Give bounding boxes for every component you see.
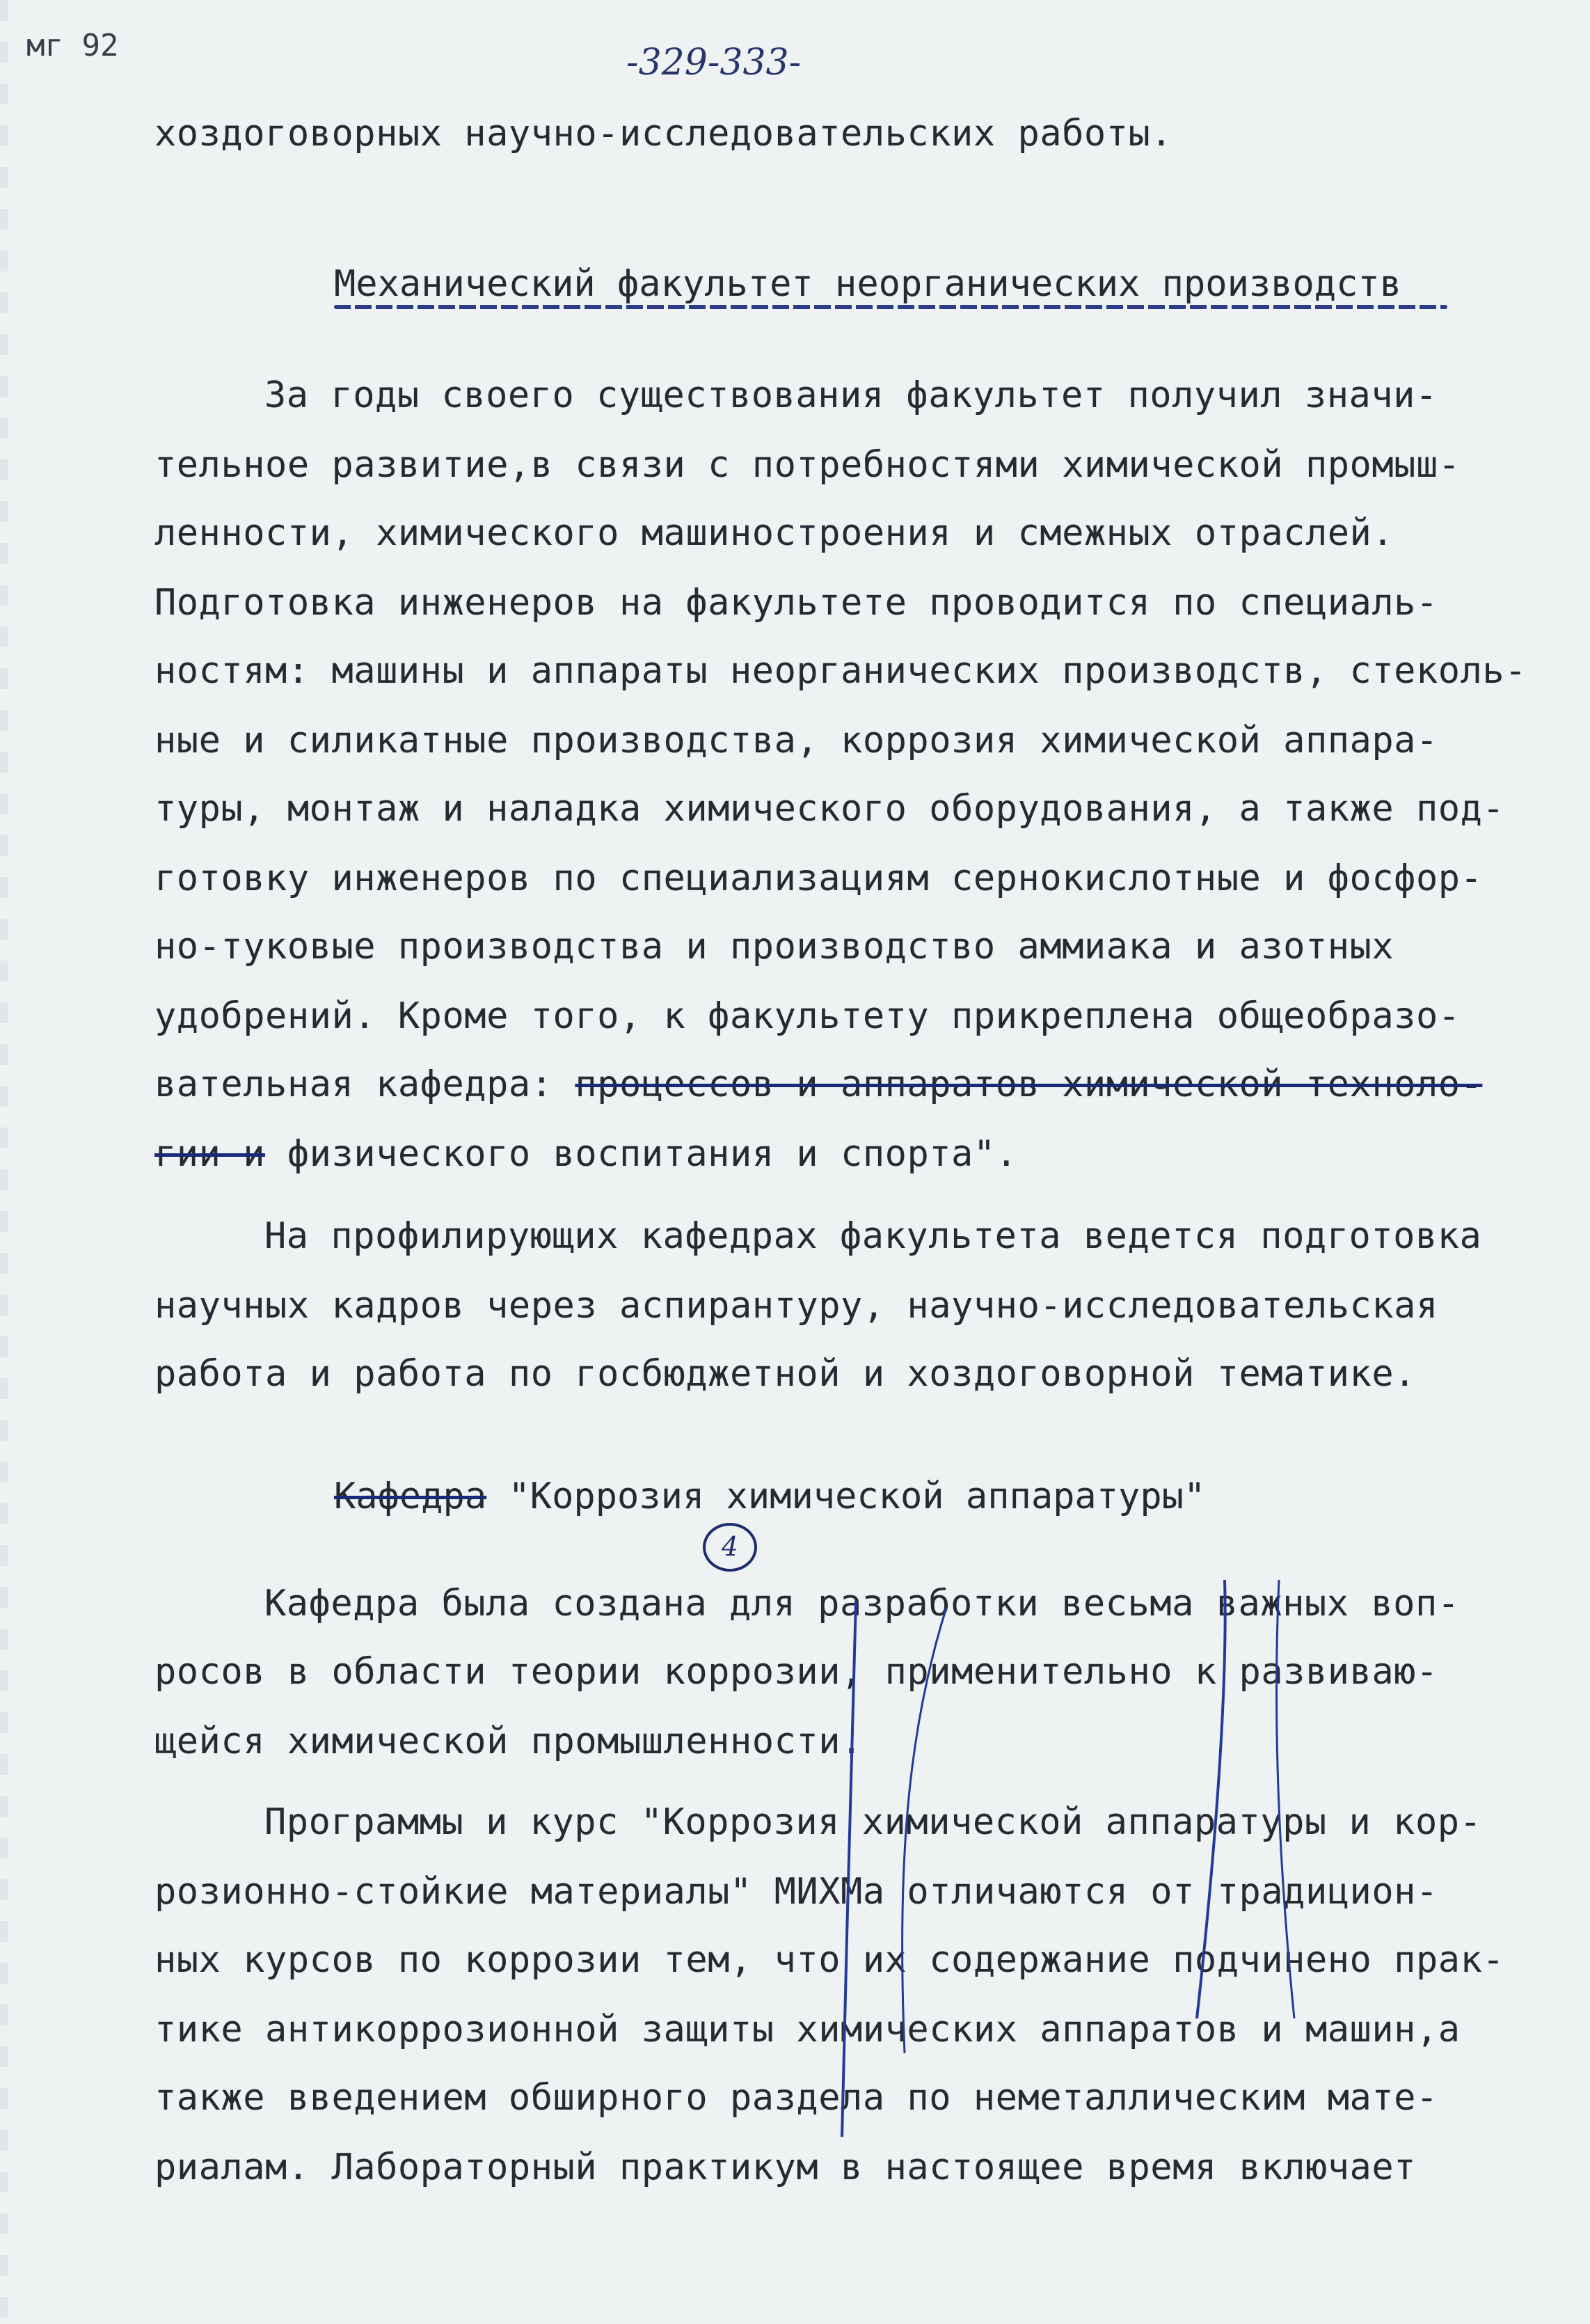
archive-code: мг 92 [26,28,119,63]
text-line: Кафедра была создана для разработки весьма важных воп- [264,1583,1460,1625]
heading-text: "Коррозия химической аппаратуры" [486,1476,1206,1517]
text-line: также введением обширного раздела по неметаллическим мате- [154,2077,1438,2119]
text-line [154,1064,1482,1105]
text-line: ностям: машины и аппараты неорганических производств, стеколь- [154,650,1527,692]
section-heading-faculty: Механический факультет неорганических производств [334,263,1402,305]
text-line: Подготовка инженеров на факультете проводится по специаль- [154,582,1438,624]
text-line: туры, монтаж и наладка химического оборудования, а также под- [154,788,1505,830]
circled-annotation: 4 [703,1523,757,1572]
text-line: работа и работа по госбюджетной и хоздоговорной тематике. [154,1353,1416,1395]
struck-text: гии и [154,1133,266,1175]
text-span: вательная кафедра: [154,1064,575,1105]
text-line [154,1133,1017,1175]
text-line: Программы и курс "Коррозия химической аппаратуры и кор- [264,1801,1482,1843]
text-line: готовку инженеров по специализациям сернокислотные и фосфор- [154,857,1483,899]
text-line: На профилирующих кафедрах факультета ведется подготовка [264,1215,1482,1257]
struck-text: Кафедра [334,1476,487,1517]
text-line: хоздоговорных научно-исследовательских работы. [154,113,1173,155]
text-line: тике антикоррозионной защиты химических аппаратов и машин,а [154,2009,1461,2050]
text-line: научных кадров через аспирантуру, научно-исследовательская [154,1285,1438,1327]
text-line: ные и силикатные производства, коррозия химической аппара- [154,720,1438,761]
text-line: ленности, химического машиностроения и смежных отраслей. [154,512,1394,554]
heading-underline [334,305,1447,309]
struck-text: процессов и аппаратов химической техноло- [575,1064,1483,1105]
page-number: -329-333- [626,42,802,84]
text-line: щейся химической промышленности. [154,1721,863,1762]
text-line: удобрений. Кроме того, к факультету прикреплена общеобразо- [154,995,1461,1037]
text-span: физического воспитания и спорта". [265,1133,1018,1175]
text-line: тельное развитие,в связи с потребностями химической промыш- [154,444,1461,486]
section-heading-department [334,1476,1205,1517]
text-line: За годы своего существования факультет получил значи- [264,374,1438,416]
text-line: но-туковые производства и производство аммиака и азотных [154,926,1394,967]
text-line: росов в области теории коррозии, применительно к развиваю- [154,1651,1438,1693]
text-line: розионно-стойкие материалы" МИХМа отличаются от традицион- [154,1871,1438,1913]
text-line: риалам. Лабораторный практикум в настоящее время включает [154,2147,1416,2188]
text-line: ных курсов по коррозии тем, что их содержание подчинено прак- [154,1939,1505,1981]
